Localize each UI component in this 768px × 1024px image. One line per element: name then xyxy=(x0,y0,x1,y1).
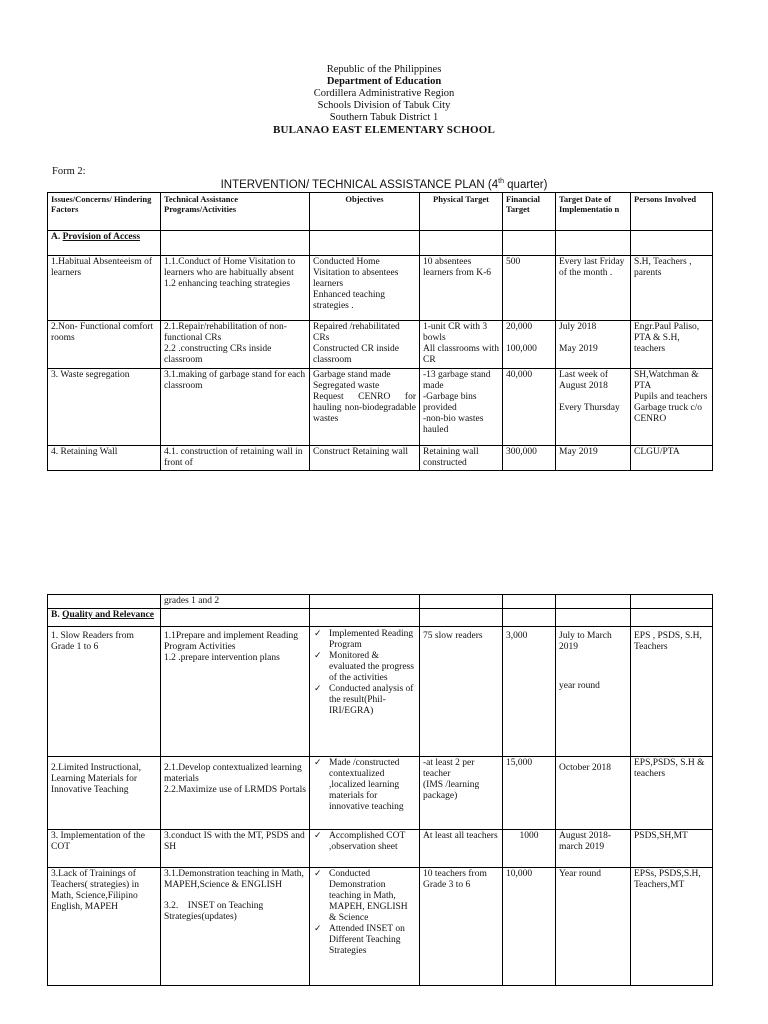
cell-physical: 10 teachers from Grade 3 to 6 xyxy=(420,868,503,986)
objective-checklist xyxy=(313,758,416,813)
cell-financial: 40,000 xyxy=(503,369,556,446)
date-line: July to March 2019 xyxy=(559,631,612,652)
cell-issue: 4. Retaining Wall xyxy=(48,446,161,471)
cell-issue: 2.Limited Instructional, Learning Materials for Innovative Teaching xyxy=(48,757,161,830)
table-header-row xyxy=(48,193,713,231)
cell-financial: 300,000 xyxy=(503,446,556,471)
check-item: ✓ Conducted Demonstration teaching in Math, MAPEH, ENGLISH & Science xyxy=(313,869,416,924)
section-a-text: Provision of Access xyxy=(62,232,141,242)
col-issues: Issues/Concerns/ Hindering Factors xyxy=(48,193,161,231)
cell-issue: 3. Implementation of the COT xyxy=(48,830,161,868)
cell-date: August 2018-march 2019 xyxy=(556,830,631,868)
cell-date xyxy=(556,627,631,757)
section-b-text: Quality and Relevance xyxy=(62,610,154,620)
plan-title-sup: th xyxy=(498,178,504,185)
ta-item-text: INSET on Teaching Strategies(updates) xyxy=(164,901,264,922)
cell-persons: PSDS,SH,MT xyxy=(631,830,713,868)
cell-persons: CLGU/PTA xyxy=(631,446,713,471)
header-region: Cordillera Administrative Region xyxy=(313,88,455,99)
check-item: ✓ Attended INSET on Different Teaching Strategies xyxy=(313,924,416,957)
cell-persons: EPS,PSDS, S.H & teachers xyxy=(631,757,713,830)
section-b-label: B. xyxy=(51,610,60,620)
col-target-date: Target Date of Implementatio n xyxy=(556,193,631,231)
col-physical: Physical Target xyxy=(420,193,503,231)
section-a-label: A. xyxy=(51,232,61,242)
table-row xyxy=(48,321,713,369)
col-objectives: Objectives xyxy=(310,193,420,231)
cell-physical: 1-unit CR with 3 bowls All classrooms with CR xyxy=(420,321,503,369)
check-item: ✓ Accomplished COT ,observation sheet xyxy=(313,831,416,853)
col-persons: Persons Involved xyxy=(631,193,713,231)
cell-date: Year round xyxy=(556,868,631,986)
ta-item: 3.1.Demonstration teaching in Math, MAPEH,Science & ENGLISH xyxy=(164,869,304,890)
ta-item-number: 3.2. xyxy=(164,901,179,911)
check-item: ✓ Monitored & evaluated the progress of the activities xyxy=(313,651,416,684)
ta-item xyxy=(164,901,306,923)
form-label: Form 2: xyxy=(52,166,86,177)
cell-issue: 3.Lack of Trainings of Teachers( strategies) in Math, Science,Filipino English, MAPEH xyxy=(48,868,161,986)
cell-financial: 500 xyxy=(503,256,556,321)
cell-persons: SH,Watchman & PTA Pupils and teachers Garbage truck c/o CENRO xyxy=(631,369,713,446)
cell-persons: EPSs, PSDS,S.H, Teachers,MT xyxy=(631,868,713,986)
cell-objective xyxy=(310,627,420,757)
table-row xyxy=(48,256,713,321)
table-row xyxy=(48,627,713,757)
header-division: Schools Division of Tabuk City xyxy=(317,100,451,111)
cell-persons: S.H, Teachers , parents xyxy=(631,256,713,321)
cell-ta: 2.1.Develop contextualized learning materials 2.2.Maximize use of LRMDS Portals xyxy=(161,757,310,830)
cell-ta xyxy=(161,868,310,986)
cell-ta: 2.1.Repair/rehabilitation of non- functional CRs 2.2 .constructing CRs inside classroom xyxy=(161,321,310,369)
continuation-row xyxy=(48,595,713,609)
cell-date: Every last Friday of the month . xyxy=(556,256,631,321)
cell-financial: 10,000 xyxy=(503,868,556,986)
plan-table-page2 xyxy=(47,594,713,986)
cell-ta: 1.1Prepare and implement Reading Program Activities 1.2 .prepare intervention plans xyxy=(161,627,310,757)
cell-date: Last week of August 2018 Every Thursday xyxy=(556,369,631,446)
cell-financial: 15,000 xyxy=(503,757,556,830)
table-row xyxy=(48,369,713,446)
cell-issue: 1. Slow Readers from Grade 1 to 6 xyxy=(48,627,161,757)
cell-objective xyxy=(310,868,420,986)
cell-physical: 10 absentees learners from K-6 xyxy=(420,256,503,321)
cell-ta: 1.1.Conduct of Home Visitation to learners who are habitually absent 1.2 enhancing teaching strategies xyxy=(161,256,310,321)
cell-financial: 20,000 100,000 xyxy=(503,321,556,369)
cell-persons: EPS , PSDS, S.H, Teachers xyxy=(631,627,713,757)
cell-physical: Retaining wall constructed xyxy=(420,446,503,471)
section-b-row xyxy=(48,609,713,627)
cell-issue: 2.Non- Functional comfort rooms xyxy=(48,321,161,369)
cell-objective: Construct Retaining wall xyxy=(310,446,420,471)
table-row xyxy=(48,757,713,830)
cell-objective: Conducted Home Visitation to absentees learners Enhanced teaching strategies . xyxy=(310,256,420,321)
table-row xyxy=(48,868,713,986)
plan-title xyxy=(0,178,768,191)
table-row xyxy=(48,446,713,471)
cell-objective: Garbage stand made Segregated waste Request CENRO for hauling non-biodegradable wastes xyxy=(310,369,420,446)
cell-ta-continued: grades 1 and 2 xyxy=(161,595,310,609)
cell-ta: 3.1.making of garbage stand for each classroom xyxy=(161,369,310,446)
cell-issue: 3. Waste segregation xyxy=(48,369,161,446)
cell-physical: 75 slow readers xyxy=(420,627,503,757)
cell-physical: -13 garbage stand made -Garbage bins provided -non-bio wastes hauled xyxy=(420,369,503,446)
cell-issue: 1.Habitual Absenteeism of learners xyxy=(48,256,161,321)
header-school-name: BULANAO EAST ELEMENTARY SCHOOL xyxy=(272,124,496,136)
cell-objective: Repaired /rehabilitated CRs Constructed CR inside classroom xyxy=(310,321,420,369)
plan-table-page1 xyxy=(47,192,713,471)
cell-date: July 2018 May 2019 xyxy=(556,321,631,369)
check-item: ✓ Made /constructed contextualized ,localized learning materials for innovative teaching xyxy=(313,758,416,813)
plan-title-prefix: INTERVENTION/ TECHNICAL ASSISTANCE PLAN (4 xyxy=(220,178,499,191)
section-a-row xyxy=(48,231,713,256)
check-item: ✓ Implemented Reading Program xyxy=(313,629,416,651)
plan-title-suffix: quarter) xyxy=(503,178,548,191)
cell-financial: 1000 xyxy=(503,830,556,868)
cell-date: October 2018 xyxy=(556,757,631,830)
table-row xyxy=(48,830,713,868)
cell-physical: -at least 2 per teacher (IMS /learning package) xyxy=(420,757,503,830)
header-republic: Republic of the Philippines xyxy=(326,64,442,75)
cell-financial: 3,000 xyxy=(503,627,556,757)
section-a-title xyxy=(48,231,161,256)
check-item: ✓ Conducted analysis of the result(Phil-IRI/EGRA) xyxy=(313,684,416,717)
cell-objective xyxy=(310,830,420,868)
section-b-title xyxy=(48,609,161,627)
header-district: Southern Tabuk District 1 xyxy=(329,112,439,123)
cell-ta: 3.conduct IS with the MT, PSDS and SH xyxy=(161,830,310,868)
objective-checklist xyxy=(313,629,416,717)
cell-ta: 4.1. construction of retaining wall in front of xyxy=(161,446,310,471)
cell-date: May 2019 xyxy=(556,446,631,471)
cell-objective xyxy=(310,757,420,830)
col-technical: Technical Assistance Programs/Activities xyxy=(161,193,310,231)
header-department: Department of Education xyxy=(326,76,442,87)
date-line: year round xyxy=(559,681,600,691)
col-financial: Financial Target xyxy=(503,193,556,231)
document-header xyxy=(0,64,768,136)
objective-checklist xyxy=(313,869,416,957)
objective-checklist xyxy=(313,831,416,853)
cell-persons: Engr.Paul Paliso, PTA & S.H, teachers xyxy=(631,321,713,369)
cell-physical: At least all teachers xyxy=(420,830,503,868)
